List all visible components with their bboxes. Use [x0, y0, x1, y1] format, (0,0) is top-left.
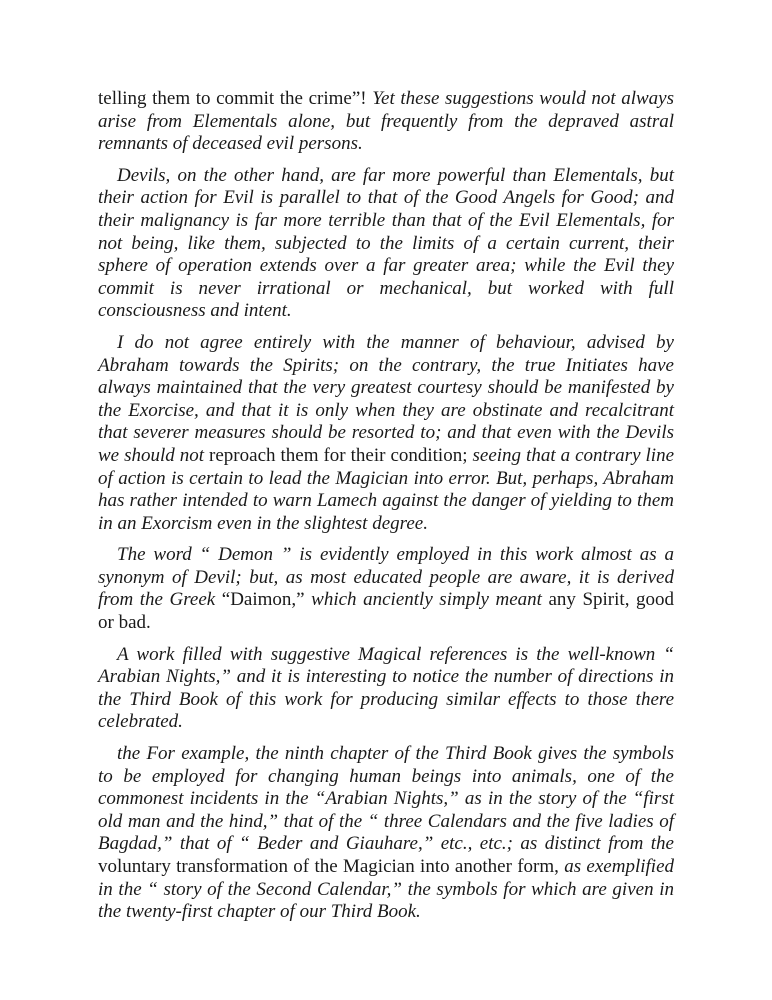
paragraph: [98, 544, 674, 634]
paragraph: [98, 644, 674, 734]
body-text: [98, 88, 674, 924]
roman-text-segment: any Spirit, good or bad.: [98, 589, 674, 634]
italic-text-segment: I do not agree entirely with the manner of behaviour, advised by Abraham towards the Spirits; on the contrary, the true Initiates have always maintained that the very greatest courtesy should be manifested by the Exorcise, and that it is only when they are obstinate and recalcitrant that severer measures should be resorted to; and that even with the Devils we should not: [98, 331, 674, 466]
paragraph: [98, 88, 674, 156]
paragraph: [98, 332, 674, 535]
italic-text-segment: seeing that a contrary line of action is certain to lead the Magician into error. But, perhaps, Abraham has rather intended to warn Lamech against the danger of yielding to them in an Exorcism even in the slightest degree.: [98, 444, 674, 534]
italic-text-segment: A work filled with suggestive Magical references is the well-known “ Arabian Nights,” and it is interesting to notice the number of directions in the Third Book of this work for producing similar effects to those there celebrated.: [98, 643, 674, 733]
italic-text-segment: the For example, the ninth chapter of the Third Book gives the symbols to be employed for changing human beings into animals, one of the commonest incidents in the “Arabian Nights,” as in the story of the “first old man and the hind,” that of the “ three Calendars and the five ladies of Bagdad,” that of “ Beder and Giauhare,” etc., etc.; as distinct from the: [98, 743, 674, 855]
paragraph: [98, 165, 674, 323]
italic-text-segment: Devils, on the other hand, are far more powerful than Elementals, but their action for Evil is parallel to that of the Good Angels for Good; and their malignancy is far more terrible than that of the Evil Elementals, for not being, like them, subjected to the limits of a certain current, their sphere of operation extends over a far greater area; while the Evil they commit is never irrational or mechanical, but worked with full consciousness and intent.: [98, 164, 674, 322]
italic-text-segment: Yet these suggestions would not always arise from Elementals alone, but frequently from the depraved astral remnants of deceased evil persons.: [98, 88, 674, 155]
italic-text-segment: The word “ Demon ” is evidently employed in this work almost as a synonym of Devil; but, as most educated people are aware, it is derived from the Greek: [98, 544, 674, 611]
paragraph: [98, 743, 674, 924]
roman-text-segment: voluntary transformation of the Magician into another form,: [98, 856, 565, 877]
roman-text-segment: reproach them for their condition;: [209, 444, 473, 466]
roman-text-segment: telling them to commit the crime”!: [98, 88, 373, 109]
italic-text-segment: as exemplified in the “ story of the Second Calendar,” the symbols for which are given in the twenty-first chapter of our Third Book.: [98, 856, 674, 923]
italic-text-segment: which anciently simply meant: [311, 589, 549, 611]
roman-text-segment: “Daimon,”: [221, 589, 312, 611]
